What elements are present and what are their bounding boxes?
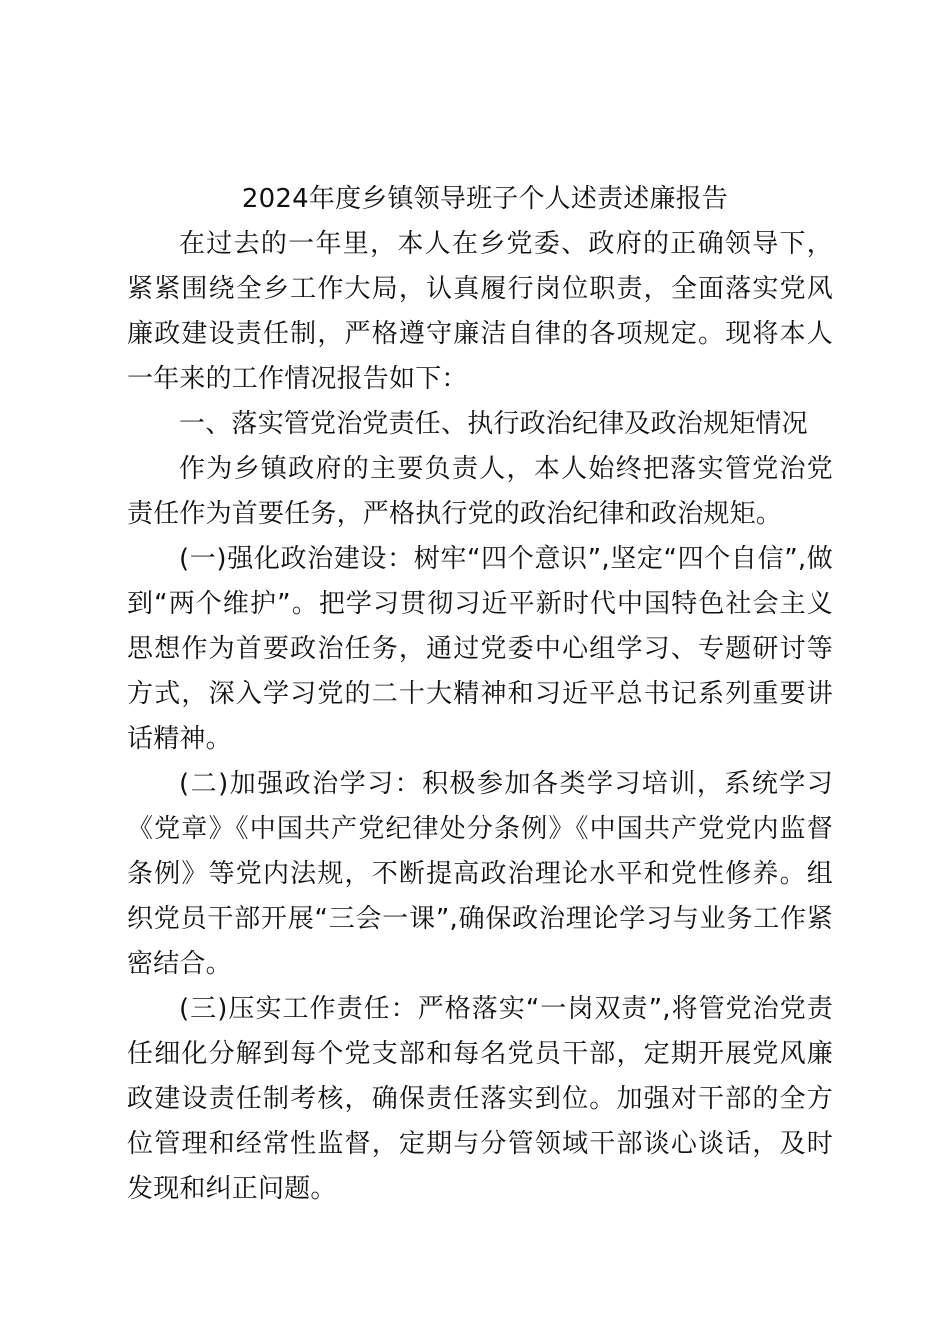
paragraph-work-responsibility: (三)压实工作责任：严格落实“一岗双责”,将管党治党责任细化分解到每个党支部和每名党员干部，定期开展党风廉政建设责任制考核，确保责任落实到位。加强对干部的全方位管理和经常性监督，定期与分管领域干部谈心谈话，及时发现和纠正问题。 xyxy=(127,994,833,1204)
section-heading-1: 一、落实管党治党责任、执行政治纪律及政治规矩情况 xyxy=(179,409,808,439)
paragraph-intro: 在过去的一年里，本人在乡党委、政府的正确领导下，紧紧围绕全乡工作大局，认真履行岗位职责，全面落实党风廉政建设责任制，严格遵守廉洁自律的各项规定。现将本人一年来的工作情况报告如下： xyxy=(127,229,833,394)
paragraph-political-study: (二)加强政治学习：积极参加各类学习培训，系统学习《党章》《中国共产党纪律处分条例》《中国共产党党内监督条例》等党内法规，不断提高政治理论水平和党性修养。组织党员干部开展“三会一课”,确保政治理论学习与业务工作紧密结合。 xyxy=(127,769,833,979)
document-body xyxy=(127,177,833,1212)
document-title: 2024年度乡镇领导班子个人述责述廉报告 xyxy=(241,184,729,214)
paragraph-political-construction: (一)强化政治建设：树牢“四个意识”,坚定“四个自信”,做到“两个维护”。把学习贯彻习近平新时代中国特色社会主义思想作为首要政治任务，通过党委中心组学习、专题研讨等方式，深入学习党的二十大精神和习近平总书记系列重要讲话精神。 xyxy=(127,544,833,754)
paragraph-section-1-summary: 作为乡镇政府的主要负责人，本人始终把落实管党治党责任作为首要任务，严格执行党的政治纪律和政治规矩。 xyxy=(127,454,833,529)
